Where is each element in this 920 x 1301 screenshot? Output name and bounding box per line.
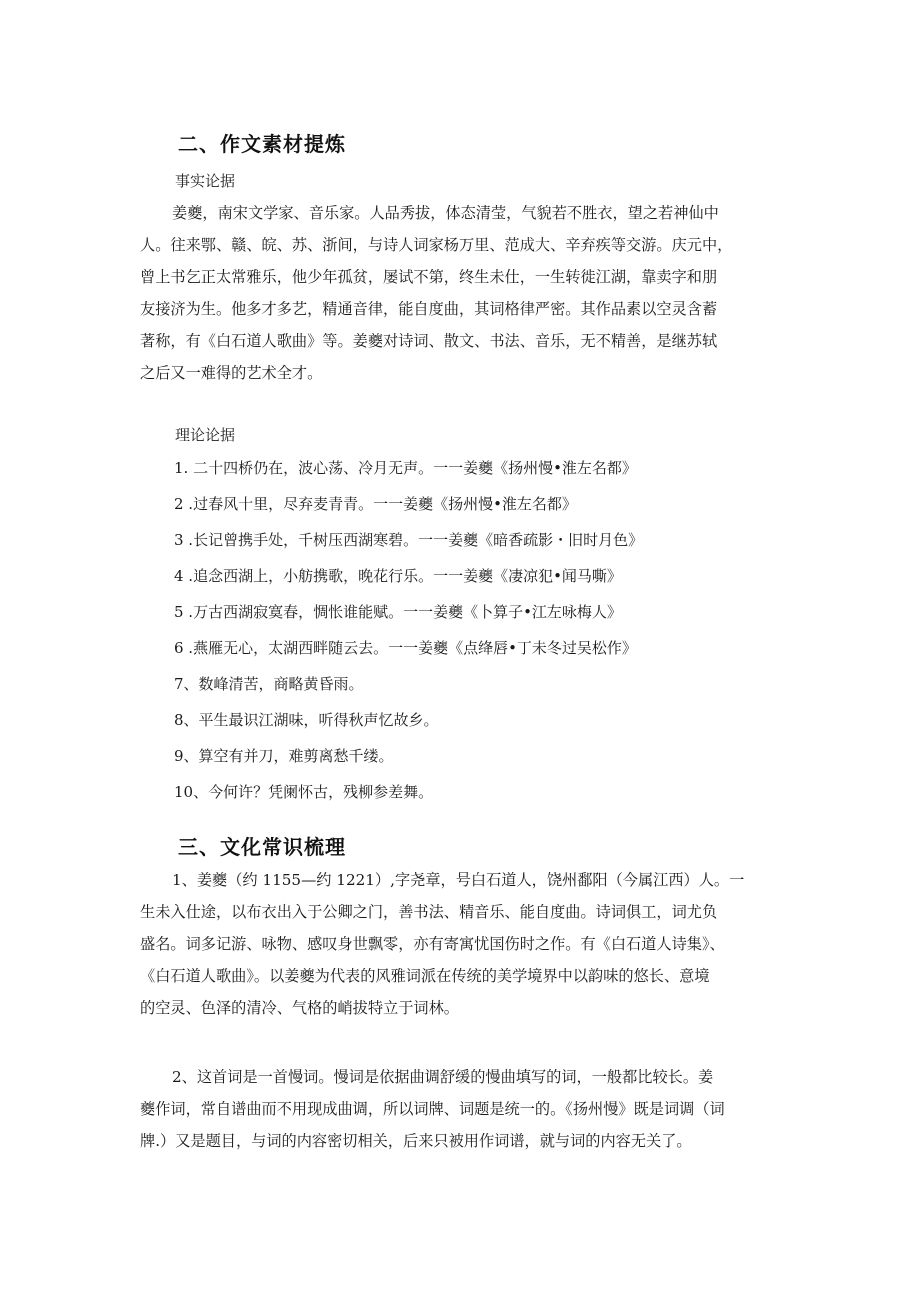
cultural-paragraph-2 xyxy=(140,1061,792,1157)
paragraph-line: 《白石道人歌曲》。以姜夔为代表的风雅词派在传统的美学境界中以韵味的悠长、意境 xyxy=(140,967,710,985)
theory-evidence-label: 理论论据 xyxy=(175,426,236,444)
paragraph-line: 的空灵、色泽的清冷、气格的峭拔特立于词林。 xyxy=(140,999,459,1017)
paragraph-line: 人。往来鄂、赣、皖、苏、浙间，与诗人词家杨万里、范成大、辛弃疾等交游。庆元中， xyxy=(140,236,733,254)
list-item: 5 .万古西湖寂寞春，惆怅谁能赋。一一姜夔《卜算子•江左咏梅人》 xyxy=(174,603,622,621)
fact-evidence-label: 事实论据 xyxy=(175,172,236,190)
paragraph-line: 曾上书乞正太常雅乐，他少年孤贫，屡试不第，终生未仕，一生转徙江湖，靠卖字和朋 xyxy=(140,268,718,286)
paragraph-line: 1、姜夔（约 1155—约 1221）,字尧章，号白石道人，饶州鄱阳（今属江西）人。一 xyxy=(172,871,745,889)
list-item: 9、算空有并刀，难剪离愁千缕。 xyxy=(174,747,394,765)
section-heading-cultural-knowledge: 三、文化常识梳理 xyxy=(178,835,346,859)
list-item: 3 .长记曾携手处，千树压西湖寒碧。一一姜夔《暗香疏影・旧时月色》 xyxy=(174,531,644,549)
fact-evidence-paragraph xyxy=(140,197,792,389)
section-heading-composition-material: 二、作文素材提炼 xyxy=(178,132,346,156)
paragraph-line: 友接济为生。他多才多艺，精通音律，能自度曲，其词格律严密。其作品素以空灵含蓄 xyxy=(140,300,718,318)
cultural-paragraph-1 xyxy=(140,864,792,1024)
paragraph-line: 生未入仕途，以布衣出入于公卿之门，善书法、精音乐、能自度曲。诗词俱工，词尤负 xyxy=(140,903,718,921)
list-item: 6 .燕雁无心，太湖西畔随云去。一一姜夔《点绛唇•丁未冬过吴松作》 xyxy=(174,639,637,657)
list-item: 4 .追念西湖上，小舫携歌，晚花行乐。一一姜夔《凄凉犯•闻马嘶》 xyxy=(174,567,622,585)
list-item: 8、平生最识江湖味，听得秋声忆故乡。 xyxy=(174,711,439,729)
paragraph-line: 著称，有《白石道人歌曲》等。姜夔对诗词、散文、书法、音乐，无不精善，是继苏轼 xyxy=(140,332,718,350)
theory-evidence-list xyxy=(174,452,643,812)
paragraph-line: 夔作词，常自谱曲而不用现成曲调，所以词牌、词题是统一的。《扬州慢》既是词调（词 xyxy=(140,1100,725,1118)
paragraph-line: 盛名。词多记游、咏物、感叹身世飘零，亦有寄寓忧国伤时之作。有《白石道人诗集》、 xyxy=(140,935,725,953)
list-item: 2 .过春风十里，尽弃麦青青。一一姜夔《扬州慢•淮左名都》 xyxy=(174,495,577,513)
paragraph-line: 之后又一难得的艺术全才。 xyxy=(140,364,323,382)
paragraph-line: 牌.）又是题目，与词的内容密切相关，后来只被用作词谱，就与词的内容无关了。 xyxy=(140,1132,692,1150)
paragraph-line: 2、这首词是一首慢词。慢词是依据曲调舒缓的慢曲填写的词，一般都比较长。姜 xyxy=(172,1068,714,1086)
list-item: 1. 二十四桥仍在，波心荡、冷月无声。一一姜夔《扬州慢•淮左名都》 xyxy=(174,459,637,477)
paragraph-line: 姜夔，南宋文学家、音乐家。人品秀拔，体态清莹，气貌若不胜衣，望之若神仙中 xyxy=(172,204,719,222)
list-item: 10、今何许？凭阑怀古，残柳参差舞。 xyxy=(174,783,434,801)
list-item: 7、数峰清苦，商略黄昏雨。 xyxy=(174,675,364,693)
